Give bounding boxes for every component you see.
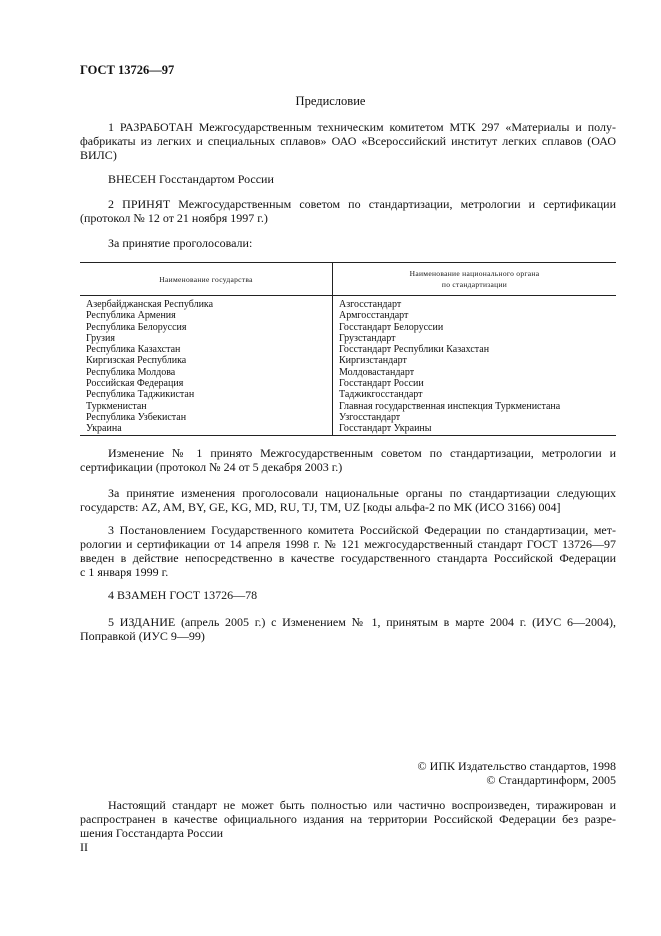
text-line: с 1 января 1999 г. <box>80 565 169 579</box>
text-line: фабрикаты из легких и специальных сплавов» ОАО «Всероссийский институт легких сплавов (ОАО <box>80 134 616 148</box>
copyright-line: © Стандартинформ, 2005 <box>486 773 616 787</box>
cell-standards-body: Грузстандарт <box>333 333 617 344</box>
cell-standards-body: Армгосстандарт <box>333 310 617 321</box>
cell-standards-body: Азгосстандарт <box>333 296 617 311</box>
text-line: Поправкой (ИУС 9—99) <box>80 629 205 643</box>
cell-standards-body: Узгосстандарт <box>333 412 617 423</box>
table-row <box>80 322 616 333</box>
cell-state: Грузия <box>86 332 115 344</box>
text-line: введен в действие непосредственно в качестве государственного стандарта Российской Федерации <box>80 551 616 565</box>
table-row <box>80 401 616 412</box>
table-row <box>80 423 616 435</box>
section-title: Предисловие <box>295 94 366 108</box>
text-line: Изменение № 1 принято Межгосударственным советом по стандартизации, метрологии и <box>108 446 616 460</box>
paragraph-amendment-voted <box>80 486 616 514</box>
column-header-state: Наименование государства <box>80 263 333 296</box>
cell-standards-body: Госстандарт России <box>333 378 617 389</box>
cell-standards-body: Госстандарт Украины <box>333 423 617 435</box>
table-row <box>80 412 616 423</box>
cell-state: Республика Белоруссия <box>86 321 187 333</box>
page-number: II <box>80 840 88 854</box>
table-row <box>80 378 616 389</box>
cell-state: Республика Армения <box>86 310 176 322</box>
text-line: За принятие изменения проголосовали национальные органы по стандартизации следующих <box>108 486 616 500</box>
cell-state: Республика Казахстан <box>86 344 181 356</box>
table-row <box>80 355 616 366</box>
text-line: (протокол № 12 от 21 ноября 1997 г.) <box>80 211 268 225</box>
column-header-line: по стандартизации <box>441 280 508 289</box>
text-line: 3 Постановлением Государственного комитета Российской Федерации по стандартизации, мет- <box>108 523 616 537</box>
table-row <box>80 389 616 400</box>
paragraph-amendment <box>80 446 616 474</box>
paragraph-developed <box>80 120 616 162</box>
column-header-body <box>333 263 617 296</box>
copyright-block <box>300 759 616 787</box>
text-line: ВНЕСЕН Госстандартом России <box>108 172 274 186</box>
cell-standards-body: Госстандарт Республики Казахстан <box>333 344 617 355</box>
paragraph-edition <box>80 615 616 643</box>
cell-state: Украина <box>80 423 333 435</box>
paragraph-notice <box>80 798 616 840</box>
paragraph-voted <box>80 236 616 250</box>
document-header: ГОСТ 13726—97 <box>80 63 175 77</box>
text-line: государств: AZ, AM, BY, GE, KG, MD, RU, TJ, TM, UZ [коды альфа-2 по МК (ИСО 3166) 004] <box>80 500 561 514</box>
cell-state: Азербайджанская Республика <box>86 299 214 310</box>
table-header-row <box>80 263 616 296</box>
text-line: 4 ВЗАМЕН ГОСТ 13726—78 <box>108 588 258 602</box>
cell-state: Киргизская Республика <box>86 355 187 367</box>
cell-standards-body: Киргизстандарт <box>333 355 617 366</box>
cell-standards-body: Молдовастандарт <box>333 367 617 378</box>
paragraph-resolution <box>80 523 616 579</box>
cell-standards-body: Таджикгосстандарт <box>333 389 617 400</box>
text-line: 5 ИЗДАНИЕ (апрель 2005 г.) с Изменением № 1, принятым в марте 2004 г. (ИУС 6—2004), <box>108 615 616 629</box>
cell-standards-body: Главная государственная инспекция Туркменистана <box>333 401 617 412</box>
text-line: рологии и сертификации от 14 апреля 1998 г. № 121 межгосударственный стандарт ГОСТ 13726—97 <box>80 537 616 551</box>
text-line: За принятие проголосовали: <box>108 236 253 250</box>
text-line: шения Госстандарта России <box>80 826 224 840</box>
copyright-line: © ИПК Издательство стандартов, 1998 <box>417 759 616 773</box>
cell-state: Российская Федерация <box>86 378 184 390</box>
table-row <box>80 310 616 321</box>
cell-state: Республика Молдова <box>86 366 176 378</box>
column-header-line: Наименование национального органа <box>409 269 540 278</box>
table-row <box>80 296 616 311</box>
cell-state: Республика Таджикистан <box>86 389 195 401</box>
text-line: распространен в качестве официального издания на территории Российской Федерации без разре- <box>80 812 616 826</box>
table-row <box>80 333 616 344</box>
paragraph-replaces <box>80 588 616 602</box>
text-line: Настоящий стандарт не может быть полностью или частично воспроизведен, тиражирован и <box>108 798 616 812</box>
text-line: 1 РАЗРАБОТАН Межгосударственным техническим комитетом МТК 297 «Материалы и полу- <box>108 120 616 134</box>
table-row <box>80 367 616 378</box>
cell-state: Республика Узбекистан <box>86 411 187 423</box>
states-table <box>80 262 616 436</box>
text-line: сертификации (протокол № 24 от 5 декабря 2003 г.) <box>80 460 343 474</box>
text-line: 2 ПРИНЯТ Межгосударственным советом по стандартизации, метрологии и сертификации <box>108 197 616 211</box>
cell-state: Туркменистан <box>86 400 147 412</box>
paragraph-adopted <box>80 197 616 225</box>
table-row <box>80 344 616 355</box>
text-line: ВИЛС) <box>80 148 117 162</box>
cell-standards-body: Госстандарт Белоруссии <box>333 322 617 333</box>
paragraph-introduced <box>80 172 616 186</box>
